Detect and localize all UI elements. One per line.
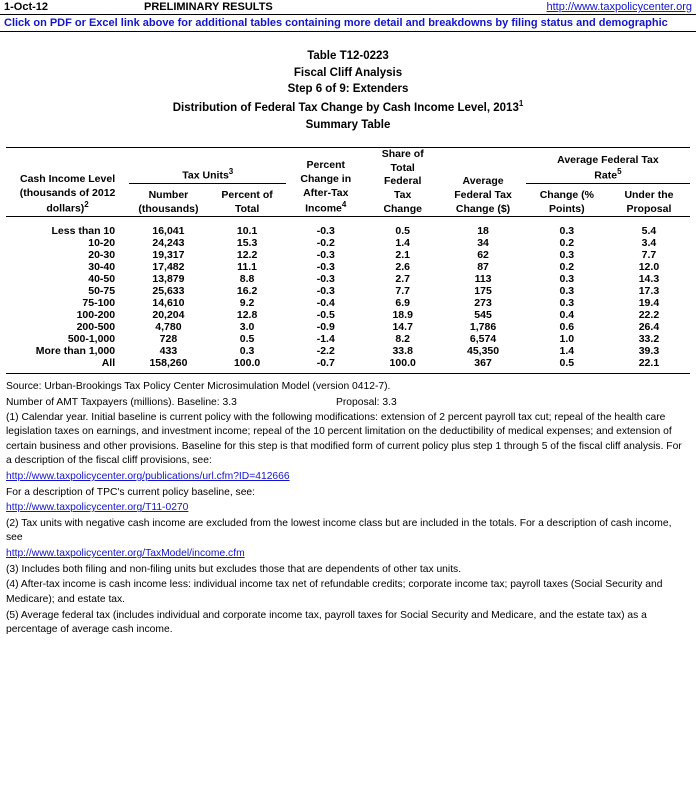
table-row (6, 249, 690, 261)
cell-pct-total: 10.1 (208, 217, 287, 238)
cell-number: 19,317 (152, 249, 185, 262)
report-title: Fiscal Cliff Analysis (293, 66, 403, 79)
distribution-table (6, 147, 690, 369)
cell-rate-under: 22.2 (638, 309, 660, 322)
cell-pct-change: -0.9 (316, 321, 335, 334)
cell-rate-change: 0.3 (559, 273, 575, 286)
cell-avg-change: 34 (477, 237, 489, 250)
cell-share: 2.6 (395, 261, 410, 274)
cell-rate-under: 12.0 (638, 261, 660, 274)
row-label: Less than 10 (6, 217, 129, 238)
row-label: 10-20 (88, 237, 116, 250)
table-row (6, 261, 690, 273)
cell-pct-total: 0.5 (239, 333, 255, 346)
col-header-tax-units (129, 148, 286, 183)
cell-avg-change: 87 (477, 261, 489, 274)
cell-rate-change: 1.0 (559, 333, 575, 346)
row-label: 200-500 (76, 321, 116, 334)
report-subtitle-text: Distribution of Federal Tax Change by Cash Income Level, 2013 (172, 101, 519, 114)
summary-table-label: Summary Table (305, 118, 391, 131)
col-header-cash-income-level-footnote: 2 (84, 200, 89, 210)
cell-pct-change: -0.3 (316, 285, 335, 298)
cell-rate-change: 1.4 (559, 345, 575, 358)
footnotes-section (0, 374, 696, 637)
col-header-number-l2: (thousands) (138, 202, 199, 215)
document-header (0, 0, 696, 13)
cell-avg-change: 367 (474, 357, 492, 370)
cell-share: 8.2 (395, 333, 410, 346)
cell-rate-change: 0.2 (559, 237, 575, 250)
col-header-cash-income-level (6, 148, 129, 217)
cell-rate-under: 22.1 (638, 357, 660, 370)
cell-pct-total: 12.2 (236, 249, 258, 262)
col-header-rate-under-l1: Under the (624, 189, 674, 202)
footnote-3: (3) Includes both filing and non-filing units but excludes those that are dependents of other tax units. (6, 563, 462, 575)
col-header-percent-of-total (208, 183, 287, 217)
table-row (6, 333, 690, 345)
cell-share: 100.0 (389, 357, 416, 370)
col-header-avg-rate-l1: Average Federal Tax (557, 153, 659, 166)
fiscal-cliff-link[interactable]: http://www.taxpolicycenter.org/publications/url.cfm?ID=412666 (6, 471, 290, 483)
row-label: 40-50 (88, 273, 116, 286)
footnote-baseline-desc: For a description of TPC's current policy baseline, see: (6, 486, 256, 498)
amt-baseline: Number of AMT Taxpayers (millions). Baseline: 3.3 (6, 397, 237, 408)
col-header-tax-units-footnote: 3 (228, 167, 234, 177)
cell-rate-under: 26.4 (638, 321, 660, 334)
cell-avg-change: 545 (474, 309, 492, 322)
footnote-4: (4) After-tax income is cash income less: individual income tax net of refundable credits; corporate income tax; payroll taxes (Social Security and Medicare); and estate tax. (6, 579, 663, 605)
cell-rate-change: 0.3 (526, 217, 608, 238)
col-header-rate-change-l2: Points) (549, 202, 585, 215)
col-header-pct-change-footnote: 4 (341, 200, 347, 210)
report-step: Step 6 of 9: Extenders (287, 83, 409, 96)
distribution-table-wrapper (0, 147, 696, 374)
report-subtitle-footnote: 1 (518, 99, 524, 109)
row-label: 100-200 (76, 309, 116, 322)
cell-rate-change: 0.4 (559, 309, 575, 322)
col-header-rate-under-l2: Proposal (626, 202, 672, 215)
cell-avg-change: 45,350 (467, 345, 500, 358)
cell-rate-under: 7.7 (641, 249, 657, 262)
col-header-avg-change-l2: Federal Tax (454, 189, 512, 202)
col-header-cash-income-level-l2: (thousands of 2012 (19, 186, 116, 199)
cell-rate-change: 0.3 (559, 297, 575, 310)
cell-rate-change: 0.3 (559, 285, 575, 298)
cell-number: 24,243 (152, 237, 185, 250)
col-header-share-l1: Share of (381, 148, 424, 161)
distribution-table-body (6, 217, 690, 370)
cash-income-link[interactable]: http://www.taxpolicycenter.org/TaxModel/income.cfm (6, 548, 245, 560)
amt-taxpayers-line (6, 396, 690, 411)
cell-pct-change: -0.2 (316, 237, 335, 250)
col-header-average-federal-tax-change (440, 148, 526, 217)
col-header-avg-change-l3: Change ($) (455, 202, 511, 215)
table-row (6, 273, 690, 285)
row-label: 30-40 (88, 261, 116, 274)
row-label: All (101, 357, 116, 370)
source-note: Source: Urban-Brookings Tax Policy Center Microsimulation Model (version 0412-7). (6, 381, 391, 393)
cell-rate-change: 0.3 (559, 249, 575, 262)
table-row-total (6, 357, 690, 369)
cell-pct-change: -0.3 (316, 249, 335, 262)
cell-share: 6.9 (395, 297, 410, 310)
cell-number: 20,204 (152, 309, 185, 322)
col-header-share-of-total-federal-tax-change (365, 148, 440, 217)
amt-proposal: Proposal: 3.3 (336, 397, 397, 408)
header-preliminary-label: PRELIMINARY RESULTS (144, 1, 273, 13)
cell-pct-change: -0.4 (316, 297, 335, 310)
cell-share: 2.1 (395, 249, 410, 262)
col-header-share-l4: Tax (394, 189, 412, 202)
header-date: 1-Oct-12 (4, 1, 49, 13)
row-label: 50-75 (88, 285, 116, 298)
col-header-share-l3: Federal (384, 175, 422, 188)
col-header-pct-change-after-tax-income (286, 148, 365, 217)
cell-pct-change: -0.5 (316, 309, 335, 322)
header-tpc-url-link[interactable]: http://www.taxpolicycenter.org (546, 1, 692, 13)
col-header-average-federal-tax-rate (526, 148, 690, 183)
table-row (6, 237, 690, 249)
footnote-1: (1) Calendar year. Initial baseline is current policy with the following modifications: extension of 2 percent payroll tax cut; repeal of the health care legislation taxes on earnings, and investment income; repeal of the 10 percent limitation on the deductibility of medical expenses; and extension of certain business and other provisions. Baseline for this step is that modified form of current policy plus step 1 through 5 of the fiscal cliff analysis. For a description of the fiscal cliff provisions, see: (6, 411, 682, 467)
col-header-rate-change-l1: Change (% (539, 189, 594, 202)
cell-share: 2.7 (395, 273, 410, 286)
cell-pct-total: 16.2 (236, 285, 258, 298)
cell-pct-change: -2.2 (316, 345, 335, 358)
col-header-number (129, 183, 208, 217)
cell-pct-change: -0.3 (316, 261, 335, 274)
cell-avg-change: 18 (440, 217, 526, 238)
col-header-number-l1: Number (148, 189, 189, 202)
cell-number: 728 (159, 333, 178, 346)
cell-rate-under: 39.3 (638, 345, 660, 358)
row-label: 500-1,000 (67, 333, 116, 346)
footnote-5: (5) Average federal tax (includes individual and corporate income tax, payroll taxes for Social Security and Medicare, and the estate tax) as a percentage of average cash income. (6, 609, 647, 636)
col-header-avg-rate-l2: Rate (594, 169, 618, 182)
cell-number: 16,041 (129, 217, 208, 238)
cell-share: 0.5 (365, 217, 440, 238)
row-label: More than 1,000 (35, 345, 116, 358)
col-header-tax-units-label: Tax Units (182, 169, 229, 182)
table-row (6, 309, 690, 321)
col-header-pct-change-l4: Income (305, 202, 342, 215)
col-header-cash-income-level-l3: dollars) (46, 202, 85, 215)
report-subtitle (0, 98, 696, 117)
cell-rate-under: 14.3 (638, 273, 660, 286)
col-header-pct-change-l2: Change in (300, 172, 352, 185)
col-header-share-l2: Total (390, 161, 415, 174)
cell-share: 1.4 (395, 237, 410, 250)
col-header-avg-change-l1: Average (462, 175, 504, 188)
current-policy-baseline-link[interactable]: http://www.taxpolicycenter.org/T11-0270 (6, 502, 189, 514)
cell-rate-under: 33.2 (638, 333, 660, 346)
title-block (0, 32, 696, 133)
cell-rate-under: 3.4 (641, 237, 657, 250)
cell-pct-total: 8.8 (239, 273, 255, 286)
row-label: 20-30 (88, 249, 116, 262)
cell-number: 433 (159, 345, 178, 358)
table-row (6, 285, 690, 297)
cell-pct-total: 9.2 (239, 297, 255, 310)
col-header-percent-of-total-l1: Percent of (221, 189, 273, 202)
col-header-percent-of-total-l2: Total (234, 202, 260, 215)
cell-pct-total: 12.8 (236, 309, 258, 322)
table-row (6, 297, 690, 309)
cell-share: 14.7 (392, 321, 413, 334)
cell-avg-change: 62 (477, 249, 489, 262)
cell-rate-change: 0.5 (559, 357, 575, 370)
cell-avg-change: 273 (474, 297, 492, 310)
cell-number: 4,780 (155, 321, 182, 334)
footnote-2: (2) Tax units with negative cash income are excluded from the lowest income class but are included in the totals. For a description of cash income, see (6, 517, 672, 544)
cell-number: 25,633 (152, 285, 185, 298)
cell-share: 18.9 (392, 309, 413, 322)
cell-rate-change: 0.2 (559, 261, 575, 274)
cell-pct-change: -0.7 (316, 357, 335, 370)
cell-rate-under: 19.4 (638, 297, 660, 310)
cell-pct-change: -0.3 (286, 217, 365, 238)
col-header-rate-under-proposal (608, 183, 690, 217)
table-row (6, 345, 690, 357)
click-instruction-note: Click on PDF or Excel link above for additional tables containing more detail and breakdowns by filing status and demographic (4, 17, 668, 29)
cell-number: 13,879 (152, 273, 185, 286)
col-header-share-l5: Change (383, 202, 422, 215)
table-row (6, 321, 690, 333)
col-header-cash-income-level-l1: Cash Income Level (19, 172, 116, 185)
cell-number: 158,260 (149, 357, 188, 370)
col-header-avg-rate-footnote: 5 (617, 167, 622, 177)
col-header-pct-change-l1: Percent (306, 159, 346, 172)
cell-pct-total: 0.3 (239, 345, 255, 358)
table-number: Table T12-0223 (307, 50, 389, 62)
cell-share: 33.8 (392, 345, 413, 358)
col-header-pct-change-l3: After-Tax (303, 186, 349, 199)
cell-rate-change: 0.6 (559, 321, 575, 334)
cell-pct-total: 3.0 (239, 321, 255, 334)
cell-rate-under: 5.4 (608, 217, 690, 238)
cell-number: 14,610 (152, 297, 185, 310)
cell-pct-total: 100.0 (233, 357, 261, 370)
cell-avg-change: 113 (474, 273, 492, 286)
cell-avg-change: 1,786 (469, 321, 497, 334)
cell-number: 17,482 (152, 261, 185, 274)
row-label: 75-100 (82, 297, 116, 310)
cell-pct-total: 11.1 (237, 261, 258, 274)
cell-avg-change: 6,574 (469, 333, 497, 346)
col-header-rate-change-points (526, 183, 608, 217)
table-row (6, 217, 690, 238)
cell-pct-change: -1.4 (316, 333, 335, 346)
cell-pct-total: 15.3 (236, 237, 258, 250)
cell-avg-change: 175 (474, 285, 492, 298)
cell-rate-under: 17.3 (638, 285, 660, 298)
cell-pct-change: -0.3 (316, 273, 335, 286)
cell-share: 7.7 (395, 285, 410, 298)
